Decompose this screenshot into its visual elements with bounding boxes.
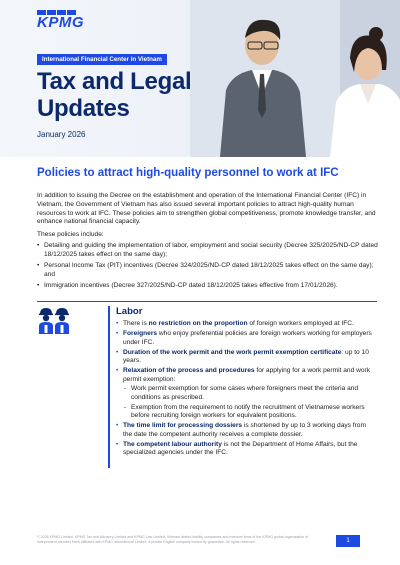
- policies-label: These policies include:: [37, 231, 104, 238]
- kpmg-logo: KPMG: [37, 14, 84, 31]
- policies-list: [37, 242, 382, 294]
- page-number: 1: [336, 535, 360, 547]
- list-item: • Immigration incentives (Decree 327/2025/ND-CP dated 18/12/2025 takes effective from 17/01/2026).: [37, 282, 382, 291]
- footer-copyright: © 2026 KPMG Limited, KPMG Tax and Advisory Limited and KPMG Law Limited, Vietnam limited liability companies and member firms of the KPMG global organization of independent member firms affiliated with KPMG International Limited, a private English company limited by guarantee. All rights reserved.: [37, 535, 309, 544]
- list-item: • Detailing and guiding the implementation of labor, employment and social security (Decree 325/2025/ND-CP dated 18/12/2025 takes effect on the same day);: [37, 242, 382, 259]
- list-item: • Duration of the work permit and the work permit exemption certificate: up to 10 years.: [116, 349, 376, 366]
- title-line-2: Updates: [37, 95, 130, 122]
- list-item: • There is no restriction on the proportion of foreign workers employed at IFC.: [116, 320, 376, 329]
- workers-icon: [37, 305, 71, 335]
- list-item: • The time limit for processing dossiers is shortened by up to 3 working days from the date the competent authority receives a complete dossier.: [116, 422, 376, 439]
- list-item: • Relaxation of the process and procedures for applying for a work permit and work permit exemption: - Work permit exemption for some cases where foreigners meet the criteria and conditions as prescribed. - Exemption from the requirement to notify the recruitment of Vietnamese workers before recruiting foreign workers for equivalent positions.: [116, 367, 376, 421]
- sub-list-item: - Work permit exemption for some cases where foreigners meet the criteria and conditions as prescribed.: [123, 385, 376, 402]
- section-divider: [37, 301, 377, 302]
- sub-list-item: - Exemption from the requirement to notify the recruitment of Vietnamese workers before recruiting foreign workers for equivalent positions.: [123, 404, 376, 421]
- header-tag: International Financial Center in Vietnam: [37, 54, 167, 65]
- intro-paragraph: In addition to issuing the Decree on the establishment and operation of the International Financial Center (IFC) in Vietnam, the Government of Vietnam has also issued several important policies to attract high-quality human resources to work at IFC. These policies aim to strengthen global competitiveness, promote knowledge transfer, and enhance national financial capacity.: [37, 192, 376, 226]
- section-heading: Policies to attract high-quality personnel to work at IFC: [37, 167, 339, 179]
- list-item: • Personal Income Tax (PIT) incentives (Decree 324/2025/ND-CP dated 18/12/2025 takes effect on the same day); and: [37, 262, 382, 279]
- labor-accent-bar: [108, 306, 110, 468]
- hero-photo: [190, 0, 400, 157]
- issue-date: January 2026: [37, 130, 86, 139]
- list-item: • The competent labour authority is not the Department of Home Affairs, but the specialized agencies under the IFC.: [116, 441, 376, 458]
- labor-title: Labor: [116, 306, 143, 317]
- list-item: • Foreigners who enjoy preferential policies are foreign workers working for employers under IFC.: [116, 330, 376, 347]
- page-title: [37, 68, 191, 122]
- sub-list: [123, 385, 376, 421]
- title-line-1: Tax and Legal: [37, 68, 192, 95]
- labor-list: [116, 320, 376, 459]
